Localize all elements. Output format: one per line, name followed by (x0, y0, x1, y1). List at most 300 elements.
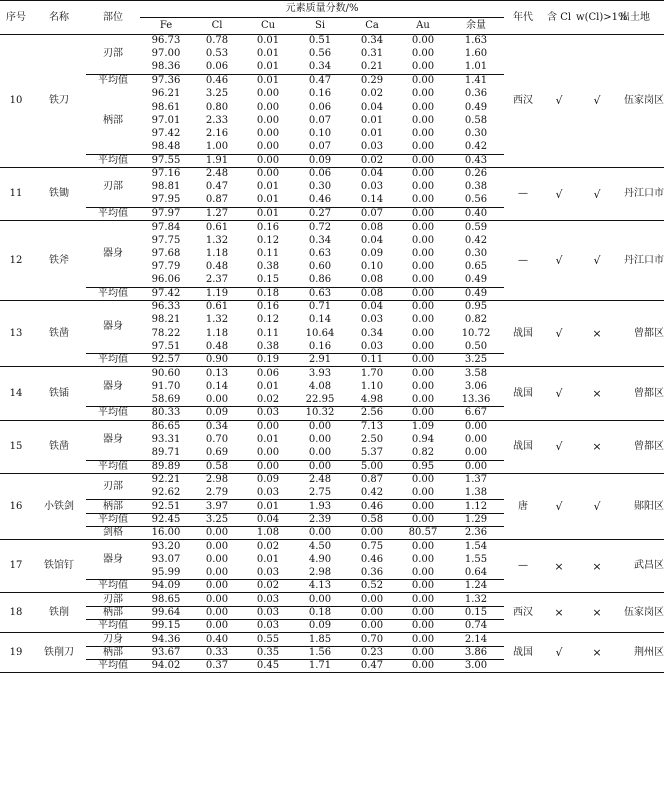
cell-value-Cu: 0.03 (242, 620, 294, 633)
cell-value-Cu: 0.04 (242, 513, 294, 526)
cell-value-Cl: 1.00 (205, 141, 229, 153)
cell-value-Ca: 0.87 (360, 474, 384, 486)
cell-has-cl: √ (542, 35, 576, 168)
cell-value-Si: 4.13 (294, 580, 346, 593)
cell-value-Au: 0.00 (411, 327, 435, 339)
cell-value-Si: 0.56 (308, 48, 332, 60)
cell-has-cl: √ (542, 221, 576, 301)
cell-value-Si: 2.91 (294, 354, 346, 367)
cell-value-Cl: 0.40 (205, 633, 229, 645)
cell-value-Ca: 5.00 (346, 460, 398, 473)
cell-value-Ca: 0.46 (360, 553, 384, 565)
cell-value-Ca: 0.14 (360, 194, 384, 206)
cell-name: 小铁剑 (32, 473, 86, 539)
table-row (0, 540, 664, 553)
cell-value-Au: 0.00 (398, 74, 448, 87)
cell-value-Ca: 0.46 (346, 500, 398, 513)
cell-part: 器身 (103, 553, 123, 565)
cell-value-余量: 0.56 (464, 194, 488, 206)
cell-has-cl: × (542, 593, 576, 633)
cell-name: 铁馆钉 (32, 540, 86, 593)
cell-part-average: 平均值 (86, 513, 140, 526)
cell-index: 10 (0, 35, 32, 168)
cell-value-Fe: 97.68 (151, 247, 181, 259)
cell-value-Ca: 0.07 (346, 207, 398, 220)
cell-value-Fe: 16.00 (140, 526, 192, 539)
cell-value-余量: 0.49 (464, 101, 488, 113)
cell-value-余量: 0.43 (448, 154, 504, 167)
cell-index: 19 (0, 633, 32, 673)
cell-value-Ca: 0.75 (360, 540, 384, 552)
cell-part-average: 平均值 (86, 407, 140, 420)
cell-value-Cu: 0.45 (242, 659, 294, 672)
table-row (0, 473, 664, 486)
cell-value-Cu: 0.01 (256, 194, 280, 206)
cell-value-Fe: 97.51 (151, 340, 181, 352)
cell-has-cl: √ (542, 300, 576, 366)
table-row (0, 593, 664, 606)
cell-cl-over: × (576, 300, 618, 366)
cell-value-Cu: 0.12 (256, 314, 280, 326)
cell-value-余量: 0.64 (464, 566, 488, 578)
cell-value-Cl: 0.13 (205, 367, 229, 379)
cell-value-Si: 0.00 (308, 434, 332, 446)
cell-value-Cu: 0.00 (256, 114, 280, 126)
cell-value-Si: 10.32 (294, 407, 346, 420)
cell-value-Si: 4.50 (308, 540, 332, 552)
cell-name: 铁斧 (32, 221, 86, 301)
cell-value-Cu: 0.38 (256, 261, 280, 273)
cell-has-cl: √ (542, 367, 576, 420)
cell-value-Cu: 0.18 (242, 287, 294, 300)
cell-cl-over: √ (576, 35, 618, 168)
cell-value-Si: 1.85 (308, 633, 332, 645)
cell-value-Fe: 97.42 (140, 287, 192, 300)
cell-value-Cu: 0.35 (242, 646, 294, 659)
cell-value-Cl: 1.27 (192, 207, 242, 220)
cell-value-Cl: 0.06 (205, 61, 229, 73)
cell-value-Cl: 0.48 (205, 261, 229, 273)
cell-value-Au: 0.00 (398, 354, 448, 367)
cell-value-Si: 0.18 (294, 606, 346, 619)
table-header (0, 1, 664, 35)
cell-value-Au: 0.00 (398, 154, 448, 167)
cell-value-Au: 0.00 (398, 646, 448, 659)
header-name: 名称 (32, 1, 86, 35)
cell-value-Au: 0.00 (398, 500, 448, 513)
cell-value-Au: 0.00 (398, 580, 448, 593)
cell-value-Cu: 0.19 (242, 354, 294, 367)
cell-era: 唐 (504, 473, 542, 539)
cell-value-Cl: 0.78 (205, 35, 229, 47)
cell-value-Fe: 97.42 (151, 128, 181, 140)
cell-cl-over: × (576, 367, 618, 420)
cell-value-Au: 0.82 (411, 447, 435, 459)
cell-value-Cu: 0.09 (256, 474, 280, 486)
cell-cl-over: × (576, 633, 618, 673)
cell-value-Cu: 0.03 (242, 606, 294, 619)
cell-value-Au: 0.00 (398, 407, 448, 420)
cell-has-cl: × (542, 540, 576, 593)
cell-name: 铁凿 (32, 420, 86, 473)
cell-value-余量: 1.12 (448, 500, 504, 513)
cell-value-Ca: 0.00 (346, 526, 398, 539)
cell-value-余量: 0.49 (464, 274, 488, 286)
cell-has-cl: √ (542, 167, 576, 220)
cell-value-Au: 0.00 (411, 274, 435, 286)
cell-value-余量: 3.00 (448, 659, 504, 672)
cell-value-Cl: 1.32 (205, 314, 229, 326)
cell-era: 战国 (504, 367, 542, 420)
cell-origin: 伍家岗区 (618, 35, 664, 168)
cell-value-Cl: 0.80 (205, 101, 229, 113)
cell-origin: 伍家岗区 (618, 593, 664, 633)
header-elements-group: 元素质量分数/% (140, 1, 504, 18)
cell-value-Si: 4.90 (308, 553, 332, 565)
cell-value-余量: 3.86 (448, 646, 504, 659)
cell-cl-over: √ (576, 221, 618, 301)
cell-value-Au: 0.00 (411, 88, 435, 100)
cell-value-Si: 2.39 (294, 513, 346, 526)
cell-value-Ca: 0.58 (346, 513, 398, 526)
cell-value-Cu: 0.03 (256, 486, 280, 498)
cell-value-Cu: 0.01 (256, 434, 280, 446)
cell-value-Fe: 58.69 (151, 393, 181, 405)
cell-part: 器身 (103, 380, 123, 392)
cell-value-Cu: 0.03 (256, 566, 280, 578)
cell-part: 柄部 (86, 500, 140, 513)
cell-value-Fe: 93.67 (140, 646, 192, 659)
cell-value-Cu: 0.03 (242, 407, 294, 420)
cell-value-Cl: 0.00 (192, 620, 242, 633)
cell-part-average: 平均值 (86, 580, 140, 593)
cell-part: 柄部 (86, 606, 140, 619)
header-element-rest: 余量 (448, 18, 504, 35)
cell-value-Ca: 1.10 (360, 380, 384, 392)
cell-part-average: 平均值 (86, 620, 140, 633)
cell-value-Au: 1.09 (411, 421, 435, 432)
cell-value-Fe: 98.61 (151, 101, 181, 113)
cell-value-Au: 0.00 (411, 593, 435, 605)
cell-value-Ca: 0.02 (360, 88, 384, 100)
cell-index: 12 (0, 221, 32, 301)
cell-value-Si: 22.95 (305, 393, 335, 405)
table-row (0, 35, 664, 48)
cell-value-余量: 1.29 (448, 513, 504, 526)
cell-value-Cu: 0.02 (256, 540, 280, 552)
cell-value-Si: 0.46 (308, 194, 332, 206)
cell-value-Fe: 95.99 (151, 566, 181, 578)
cell-origin: 武昌区 (618, 540, 664, 593)
cell-value-Cl: 0.00 (205, 540, 229, 552)
cell-value-Ca: 0.04 (360, 301, 384, 313)
cell-value-Cl: 0.33 (192, 646, 242, 659)
cell-value-Cu: 0.00 (256, 168, 280, 180)
cell-value-Cu: 0.55 (256, 633, 280, 645)
cell-value-Fe: 98.81 (151, 181, 181, 193)
cell-part: 刃部 (103, 593, 123, 605)
cell-value-余量: 1.32 (464, 593, 488, 605)
cell-value-Ca: 0.70 (360, 633, 384, 645)
cell-value-Si: 0.00 (308, 593, 332, 605)
cell-value-Au: 0.00 (411, 247, 435, 259)
cell-value-Cl: 0.61 (205, 301, 229, 313)
cell-value-余量: 0.15 (448, 606, 504, 619)
cell-name: 铁锄 (32, 167, 86, 220)
cell-part: 器身 (103, 247, 123, 259)
cell-era: — (504, 540, 542, 593)
cell-value-Fe: 92.62 (151, 486, 181, 498)
cell-value-Cl: 0.37 (192, 659, 242, 672)
cell-value-Cl: 0.00 (192, 526, 242, 539)
cell-value-Fe: 97.16 (151, 168, 181, 180)
cell-value-Fe: 80.33 (140, 407, 192, 420)
cell-value-Ca: 0.52 (346, 580, 398, 593)
cell-index: 11 (0, 167, 32, 220)
cell-value-余量: 0.82 (464, 314, 488, 326)
cell-value-Fe: 78.22 (151, 327, 181, 339)
cell-value-Si: 1.56 (294, 646, 346, 659)
cell-value-Au: 0.00 (411, 194, 435, 206)
cell-value-Cu: 0.01 (242, 74, 294, 87)
cell-value-余量: 2.14 (464, 633, 488, 645)
cell-value-Cu: 0.06 (256, 367, 280, 379)
cell-origin: 曾都区 (618, 367, 664, 420)
cell-value-Cl: 0.70 (205, 434, 229, 446)
cell-value-Au: 0.00 (411, 340, 435, 352)
cell-value-Cl: 0.87 (205, 194, 229, 206)
cell-value-Cl: 0.90 (192, 354, 242, 367)
cell-value-Si: 0.60 (308, 261, 332, 273)
cell-value-Au: 0.00 (398, 287, 448, 300)
cell-value-Au: 0.00 (411, 540, 435, 552)
cell-value-Fe: 96.73 (151, 35, 181, 47)
cell-index: 17 (0, 540, 32, 593)
cell-origin: 郧阳区 (618, 473, 664, 539)
cell-cl-over: × (576, 593, 618, 633)
cell-value-Au: 0.00 (411, 566, 435, 578)
cell-value-Au: 0.00 (411, 141, 435, 153)
cell-value-余量: 6.67 (448, 407, 504, 420)
cell-value-Cl: 3.25 (192, 513, 242, 526)
cell-value-Cl: 0.00 (205, 553, 229, 565)
cell-value-Fe: 92.45 (140, 513, 192, 526)
cell-value-Au: 0.00 (411, 380, 435, 392)
cell-value-余量: 3.06 (464, 380, 488, 392)
cell-index: 14 (0, 367, 32, 420)
cell-value-余量: 0.42 (464, 234, 488, 246)
cell-value-Cl: 2.98 (205, 474, 229, 486)
cell-value-余量: 10.72 (461, 327, 491, 339)
cell-value-Ca: 0.11 (346, 354, 398, 367)
cell-value-Si: 0.27 (294, 207, 346, 220)
cell-part: 刀身 (103, 633, 123, 645)
cell-value-Cl: 0.09 (192, 407, 242, 420)
cell-value-Ca: 0.34 (360, 327, 384, 339)
cell-value-Fe: 92.51 (140, 500, 192, 513)
cell-value-Ca: 0.36 (360, 566, 384, 578)
cell-value-Si: 2.48 (308, 474, 332, 486)
cell-value-Ca: 0.00 (346, 620, 398, 633)
cell-value-余量: 0.58 (464, 114, 488, 126)
table-row (0, 633, 664, 646)
cell-value-Cl: 3.25 (205, 88, 229, 100)
cell-value-Si: 0.34 (308, 61, 332, 73)
cell-value-Ca: 0.03 (360, 314, 384, 326)
cell-era: — (504, 167, 542, 220)
cell-value-Si: 1.93 (294, 500, 346, 513)
cell-value-Cu: 0.16 (256, 221, 280, 233)
cell-value-Ca: 2.50 (360, 434, 384, 446)
header-element-cu: Cu (242, 18, 294, 35)
cell-index: 18 (0, 593, 32, 633)
cell-era: 战国 (504, 420, 542, 473)
cell-value-Si: 1.71 (294, 659, 346, 672)
cell-value-Ca: 0.04 (360, 101, 384, 113)
cell-value-Si: 4.08 (308, 380, 332, 392)
cell-value-Fe: 97.95 (151, 194, 181, 206)
cell-part: 刃部 (103, 48, 123, 60)
cell-value-Au: 0.00 (398, 606, 448, 619)
cell-value-Ca: 0.01 (360, 114, 384, 126)
cell-value-Au: 0.00 (411, 181, 435, 193)
cell-value-Si: 0.00 (294, 526, 346, 539)
cell-value-Si: 0.63 (294, 287, 346, 300)
cell-value-Ca: 0.03 (360, 340, 384, 352)
cell-value-Fe: 93.07 (151, 553, 181, 565)
cell-value-余量: 0.38 (464, 181, 488, 193)
cell-value-Si: 0.00 (294, 460, 346, 473)
cell-value-Au: 80.57 (398, 526, 448, 539)
cell-value-Cl: 0.53 (205, 48, 229, 60)
cell-value-Fe: 96.33 (151, 301, 181, 313)
cell-value-余量: 0.95 (464, 301, 488, 313)
cell-value-Fe: 94.36 (151, 633, 181, 645)
cell-value-Fe: 97.55 (140, 154, 192, 167)
cell-value-Si: 0.86 (308, 274, 332, 286)
cell-value-Si: 0.16 (308, 88, 332, 100)
cell-value-余量: 13.36 (461, 393, 491, 405)
cell-part: 柄部 (86, 646, 140, 659)
cell-value-Cl: 0.00 (192, 580, 242, 593)
cell-value-Ca: 1.70 (360, 367, 384, 379)
cell-origin: 丹江口市 (618, 167, 664, 220)
cell-value-Au: 0.00 (411, 367, 435, 379)
cell-value-Si: 0.51 (308, 35, 332, 47)
cell-value-Fe: 89.89 (140, 460, 192, 473)
cell-value-Fe: 92.21 (151, 474, 181, 486)
cell-value-Cl: 0.34 (205, 421, 229, 432)
cell-value-Fe: 99.64 (140, 606, 192, 619)
cell-value-Cl: 0.00 (205, 566, 229, 578)
cell-value-余量: 0.00 (448, 460, 504, 473)
cell-index: 13 (0, 300, 32, 366)
cell-value-Fe: 94.09 (140, 580, 192, 593)
cell-value-Fe: 97.36 (140, 74, 192, 87)
cell-value-Fe: 97.97 (140, 207, 192, 220)
cell-part-average: 平均值 (86, 287, 140, 300)
cell-value-Fe: 98.48 (151, 141, 181, 153)
cell-value-Au: 0.00 (398, 513, 448, 526)
cell-value-Cu: 0.00 (256, 421, 280, 432)
cell-value-余量: 0.00 (464, 421, 488, 432)
cell-has-cl: √ (542, 633, 576, 673)
cell-value-Fe: 98.21 (151, 314, 181, 326)
table-row (0, 367, 664, 380)
cell-value-Ca: 0.47 (346, 659, 398, 672)
cell-part-average: 平均值 (86, 74, 140, 87)
cell-value-Fe: 94.02 (140, 659, 192, 672)
cell-value-Cl: 2.33 (205, 114, 229, 126)
cell-value-Au: 0.00 (398, 620, 448, 633)
cell-value-Au: 0.00 (411, 48, 435, 60)
cell-value-Cu: 1.08 (242, 526, 294, 539)
cell-value-Si: 0.10 (308, 128, 332, 140)
cell-index: 15 (0, 420, 32, 473)
cell-value-Au: 0.00 (411, 314, 435, 326)
cell-value-Cu: 0.38 (256, 340, 280, 352)
cell-value-Au: 0.00 (411, 553, 435, 565)
cell-part-average: 平均值 (86, 460, 140, 473)
cell-value-余量: 0.00 (464, 447, 488, 459)
cell-value-Cu: 0.02 (256, 393, 280, 405)
table-row (0, 221, 664, 234)
cell-value-Cl: 2.37 (205, 274, 229, 286)
cell-value-余量: 1.37 (464, 474, 488, 486)
cell-value-Ca: 0.03 (360, 181, 384, 193)
cell-index: 16 (0, 473, 32, 539)
cell-value-余量: 1.63 (464, 35, 488, 47)
cell-value-Ca: 0.00 (346, 606, 398, 619)
cell-value-Cu: 0.00 (242, 154, 294, 167)
table-row (0, 420, 664, 433)
cell-value-Cl: 0.69 (205, 447, 229, 459)
cell-value-Cu: 0.01 (256, 35, 280, 47)
cell-value-Si: 10.64 (305, 327, 335, 339)
cell-origin: 曾都区 (618, 420, 664, 473)
cell-value-Si: 0.72 (308, 221, 332, 233)
cell-value-Au: 0.00 (411, 221, 435, 233)
cell-value-Ca: 0.34 (360, 35, 384, 47)
cell-value-Au: 0.94 (411, 434, 435, 446)
cell-value-余量: 0.00 (464, 434, 488, 446)
cell-value-Cu: 0.01 (242, 207, 294, 220)
header-element-fe: Fe (140, 18, 192, 35)
cell-value-Si: 0.71 (308, 301, 332, 313)
cell-value-Fe: 91.70 (151, 380, 181, 392)
cell-value-Cu: 0.03 (256, 593, 280, 605)
cell-value-余量: 1.55 (464, 553, 488, 565)
cell-value-余量: 0.30 (464, 128, 488, 140)
cell-value-Au: 0.00 (411, 261, 435, 273)
cell-value-Fe: 97.75 (151, 234, 181, 246)
cell-value-Cu: 0.01 (256, 48, 280, 60)
cell-value-Cu: 0.00 (256, 128, 280, 140)
cell-value-Cl: 1.91 (192, 154, 242, 167)
header-origin: 出土地 (618, 1, 664, 35)
cell-value-Cu: 0.11 (256, 247, 280, 259)
header-era: 年代 (504, 1, 542, 35)
cell-value-Ca: 0.04 (360, 234, 384, 246)
cell-value-Cl: 0.61 (205, 221, 229, 233)
cell-part: 器身 (103, 321, 123, 333)
cell-value-Ca: 0.08 (360, 221, 384, 233)
cell-value-Cl: 0.58 (192, 460, 242, 473)
cell-era: 西汉 (504, 35, 542, 168)
cell-cl-over: √ (576, 167, 618, 220)
cell-part-average: 平均值 (86, 659, 140, 672)
cell-value-余量: 3.58 (464, 367, 488, 379)
